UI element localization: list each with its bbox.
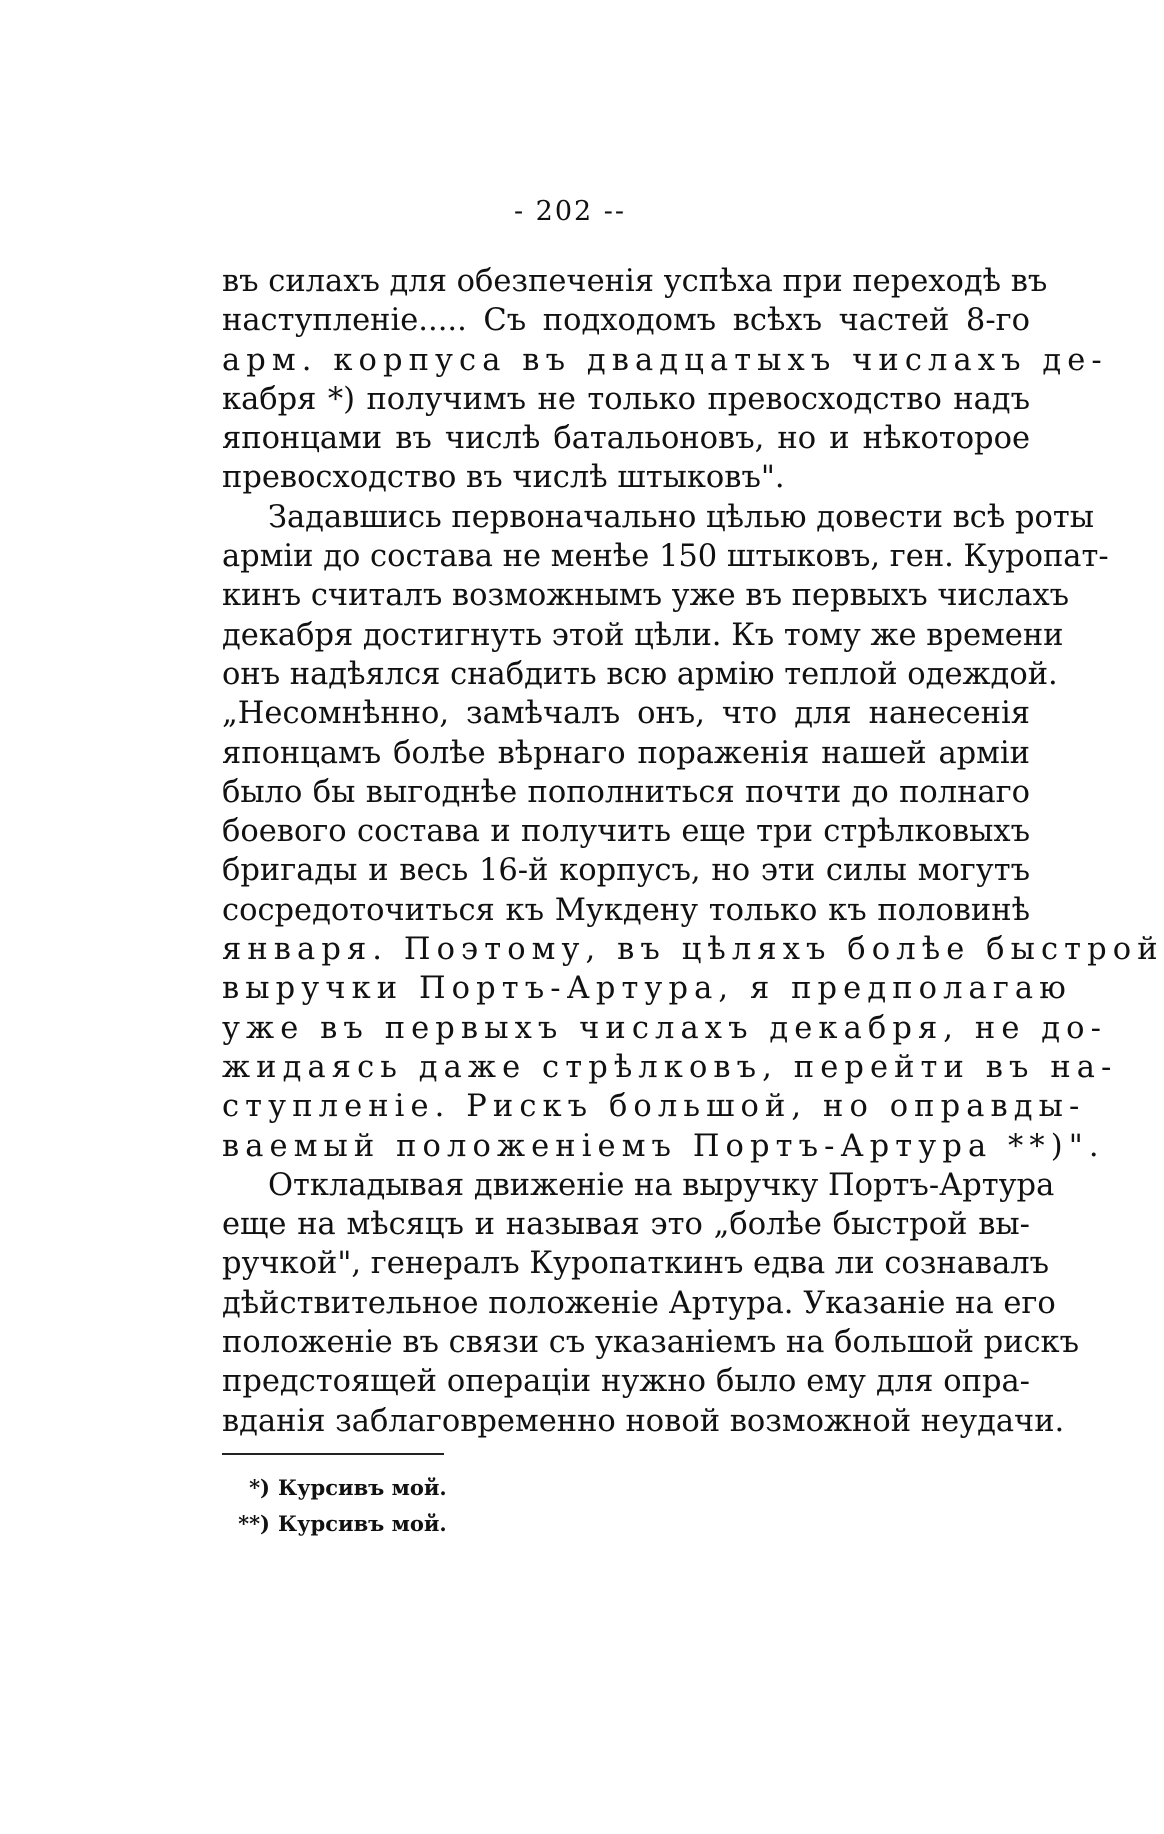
footnote-text: Курсивъ мой. <box>278 1475 447 1500</box>
footnotes <box>222 1470 447 1542</box>
text-line: декабря достигнуть этой цѣли. Къ тому же времени <box>222 617 1064 653</box>
text-line: арміи до состава не менѣе 150 штыковъ, ген. Куропат- <box>222 539 1109 575</box>
text-line: жидаясь даже стрѣлковъ, перейти въ на- <box>222 1049 1118 1085</box>
text-line: въ силахъ для обезпеченія успѣха при переходѣ въ <box>222 264 1048 299</box>
text-line: боевого состава и получить еще три стрѣлковыхъ <box>222 814 1030 850</box>
footnote-divider <box>222 1453 444 1455</box>
text-line: бригады и весь 16-й корпусъ, но эти силы могутъ <box>222 853 1030 889</box>
text-line: выручки Портъ-Артура, я предполагаю <box>222 971 1072 1007</box>
text-line: уже въ первыхъ числахъ декабря, не до- <box>222 1010 1108 1046</box>
paragraph-start-line: Откладывая движеніе на выручку Портъ-Артура <box>268 1167 1055 1203</box>
text-line: кинъ считалъ возможнымъ уже въ первыхъ числахъ <box>222 578 1070 614</box>
footnote-marker: *) <box>249 1475 270 1500</box>
text-line: „Несомнѣнно, замѣчалъ онъ, что для нанесенія <box>222 696 1030 732</box>
footnote-text: Курсивъ мой. <box>278 1511 447 1536</box>
text-line: арм. корпуса въ двадцатыхъ числахъ де- <box>222 342 1108 378</box>
text-line: положеніе въ связи съ указаніемъ на большой рискъ <box>222 1325 1079 1361</box>
text-line: вданія заблаговременно новой возможной неудачи. <box>222 1403 1065 1439</box>
text-line: японцамъ болѣе вѣрнаго пораженія нашей арміи <box>222 735 1030 771</box>
body-text <box>222 262 1164 1441</box>
text-line: ваемый положеніемъ Портъ-Артура **)". <box>222 1128 1105 1164</box>
text-line: онъ надѣялся снабдить всю армію теплой одеждой. <box>222 656 1058 692</box>
footnote <box>222 1506 447 1542</box>
text-line: января. Поэтому, въ цѣляхъ болѣе быстрой <box>222 932 1164 968</box>
text-line: сосредоточиться къ Мукдену только къ половинѣ <box>222 892 1030 928</box>
text-line: еще на мѣсяцъ и называя это „болѣе быстрой вы- <box>222 1207 1030 1243</box>
text-line: было бы выгоднѣе пополниться почти до полнаго <box>222 774 1030 810</box>
paragraph-start-line: Задавшись первоначально цѣлью довести всѣ роты <box>268 499 1095 535</box>
text-line: дѣйствительное положеніе Артура. Указаніе на его <box>222 1285 1056 1321</box>
text-line: наступленіе..... Съ подходомъ всѣхъ частей 8-го <box>222 303 1030 339</box>
text-line: ступленіе. Рискъ большой, но оправды- <box>222 1089 1086 1125</box>
text-line: японцами въ числѣ батальоновъ, но и нѣкоторое <box>222 421 1030 457</box>
text-line: предстоящей операціи нужно было ему для опра- <box>222 1364 1030 1400</box>
text-line: ручкой", генералъ Куропаткинъ едва ли сознавалъ <box>222 1246 1050 1282</box>
text-line: превосходство въ числѣ штыковъ". <box>222 460 785 496</box>
text-line: кабря *) получимъ не только превосходство надъ <box>222 381 1030 417</box>
page-number: - 202 -- <box>513 196 627 227</box>
footnote <box>222 1470 447 1506</box>
footnote-marker: **) <box>238 1511 270 1536</box>
